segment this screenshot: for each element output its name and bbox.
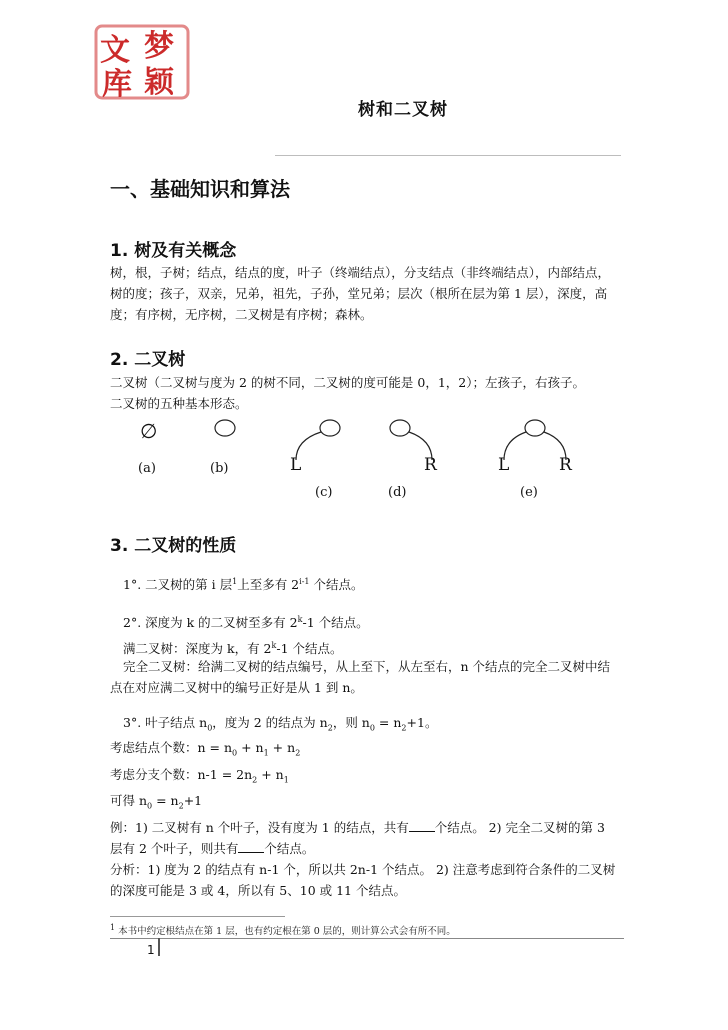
subsection-1-body — [110, 262, 620, 325]
binary-tree-forms-figure — [110, 410, 620, 510]
document-title: 树和二叉树 — [358, 100, 448, 120]
c2-sub-1: 1 — [283, 775, 289, 784]
c1-sub-0: 0 — [232, 748, 238, 758]
s2-line-2: 二叉树的五种基本形态。 — [110, 396, 248, 411]
p3-e: +1。 — [406, 715, 438, 730]
p3-sub-2: 2 — [327, 723, 333, 733]
ex-l2a: 层有 2 个叶子，则共有 — [110, 840, 239, 856]
subsection-3-heading: 3. 二叉树的性质 — [110, 536, 237, 556]
section-heading: 一、基础知识和算法 — [110, 177, 290, 201]
ex-l2b: 个结点。 — [264, 840, 315, 856]
property-2 — [123, 613, 369, 631]
p2-exponent: k — [297, 614, 303, 624]
footer-separator — [158, 938, 160, 956]
page-number: 1 — [147, 943, 155, 957]
p1-exponent: i-1 — [299, 576, 310, 586]
c2-a: 考虑分支个数：n-1 = 2n — [110, 766, 253, 782]
subsection-2-heading: 2. 二叉树 — [110, 350, 186, 370]
node-e-root — [525, 420, 545, 436]
full-exponent: k — [271, 640, 277, 650]
property-1 — [123, 575, 363, 593]
figure-label-a: (a) — [138, 461, 156, 476]
p2-suffix: -1 个结点。 — [302, 615, 369, 630]
s1-line-1: 树，根，子树；结点，结点的度，叶子（终端结点），分支结点（非终端结点），内部结点， — [110, 265, 611, 280]
analysis-line-2: 的深度可能是 3 或 4，所以有 5、10 或 11 个结点。 — [110, 882, 406, 898]
answer-blank-1 — [409, 819, 435, 832]
ex-l1b: 个结点。 2) 完全二叉树的第 3 — [434, 819, 605, 835]
logo-char-2: 梦 — [144, 29, 174, 64]
subsection-2-body — [110, 372, 620, 414]
c3-b: = n — [152, 793, 179, 808]
logo-char-3: 库 — [102, 67, 132, 102]
p3-b: ，度为 2 的结点为 n — [212, 715, 328, 730]
logo-seal — [92, 20, 192, 102]
complete-binary-tree-def — [110, 656, 625, 698]
property-3 — [123, 713, 437, 733]
s2-line-1: 二叉树（二叉树与度为 2 的树不同，二叉树的度可能是 0，1，2）；左孩子，右孩子。 — [110, 375, 585, 390]
empty-tree-symbol: ∅ — [140, 419, 158, 443]
subtree-d-right-label: R — [424, 455, 437, 475]
c2-b: + n — [257, 766, 284, 782]
s1-line-3: 度；有序树，无序树，二叉树是有序树；森林。 — [110, 307, 373, 322]
figure-label-c: (c) — [315, 485, 333, 500]
derivation-block — [110, 737, 625, 901]
figure-label-e: (e) — [520, 485, 538, 500]
p3-sub-0b: 0 — [369, 723, 375, 733]
c1-a: 考虑结点个数：n = n — [110, 740, 233, 755]
subtree-e-left-label: L — [498, 455, 510, 475]
subtree-e-right-label: R — [559, 455, 572, 475]
full-suffix: -1 个结点。 — [276, 641, 343, 656]
answer-blank-2 — [238, 840, 264, 853]
complete-line-2: 点在对应满二叉树中的编号正好是从 1 到 n。 — [110, 680, 363, 695]
subsection-1-heading: 1. 树及有关概念 — [110, 241, 237, 261]
c1-c: + n — [268, 740, 296, 755]
c1-b: + n — [237, 740, 264, 755]
footnote-text: 本书中约定根结点在第 1 层，也有约定根在第 0 层的，则计算公式会有所不同。 — [115, 926, 456, 938]
node-b-root — [215, 420, 235, 436]
complete-line-1 — [110, 656, 625, 677]
full-binary-tree-def — [123, 639, 343, 657]
complete-term: 完全二叉树 — [123, 659, 186, 674]
full-term: 满二叉树 — [123, 641, 174, 656]
analysis-line-1: 分析：1) 度为 2 的结点有 n-1 个，所以共 2n-1 个结点。 2) 注意考虑到符合条件的二叉树 — [110, 861, 616, 877]
c1-sub-2: 2 — [295, 748, 301, 758]
figure-label-b: (b) — [210, 461, 229, 476]
p1-suffix: 个结点。 — [309, 577, 364, 592]
derivation-nodes — [110, 737, 625, 764]
p2-prefix: 2°. 深度为 k 的二叉树至多有 2 — [123, 615, 298, 630]
full-prefix: ：深度为 k，有 2 — [173, 641, 272, 656]
p3-a: 3°. 叶子结点 n — [123, 715, 208, 730]
subtree-c-left-label: L — [290, 455, 302, 475]
footnote-mark: 1 — [110, 923, 116, 932]
footnote-ref: 1 — [232, 576, 238, 586]
example-line-1 — [110, 817, 625, 838]
c3-c: +1 — [183, 793, 203, 808]
footer-rule — [110, 938, 624, 939]
ex-l1a: 例：1) 二叉树有 n 个叶子，没有度为 1 的结点，共有 — [110, 819, 409, 835]
s1-line-2: 树的度；孩子，双亲，兄弟，祖先，子孙，堂兄弟；层次（根所在层为第 1 层），深度，高 — [110, 286, 608, 301]
complete-line-1-text: ：给满二叉树的结点编号，从上至下，从左至右，n 个结点的完全二叉树中结 — [185, 659, 611, 674]
p1-prefix: 1°. 二叉树的第 i 层 — [123, 577, 233, 592]
derivation-branches — [110, 764, 625, 791]
derivation-result — [110, 790, 625, 817]
figure-label-d: (d) — [388, 485, 407, 500]
p3-sub-2b: 2 — [401, 723, 407, 733]
c2-sub-2: 2 — [252, 775, 258, 784]
logo-char-1: 文 — [100, 33, 130, 68]
node-c-root — [320, 420, 340, 436]
c3-sub-0: 0 — [147, 801, 153, 811]
footnote-rule — [110, 916, 285, 917]
header-rule — [275, 155, 621, 156]
example-line-2 — [110, 838, 625, 859]
logo-char-4: 颖 — [144, 65, 174, 100]
node-d-root — [390, 420, 410, 436]
footnote — [110, 923, 456, 937]
c3-a: 可得 n — [110, 793, 148, 808]
c3-sub-2: 2 — [178, 801, 184, 811]
p1-mid: 上至多有 2 — [237, 577, 300, 592]
p3-d: = n — [374, 715, 402, 730]
p3-c: ，则 n — [332, 715, 370, 730]
c1-sub-1: 1 — [263, 748, 269, 758]
p3-sub-0: 0 — [207, 723, 213, 733]
